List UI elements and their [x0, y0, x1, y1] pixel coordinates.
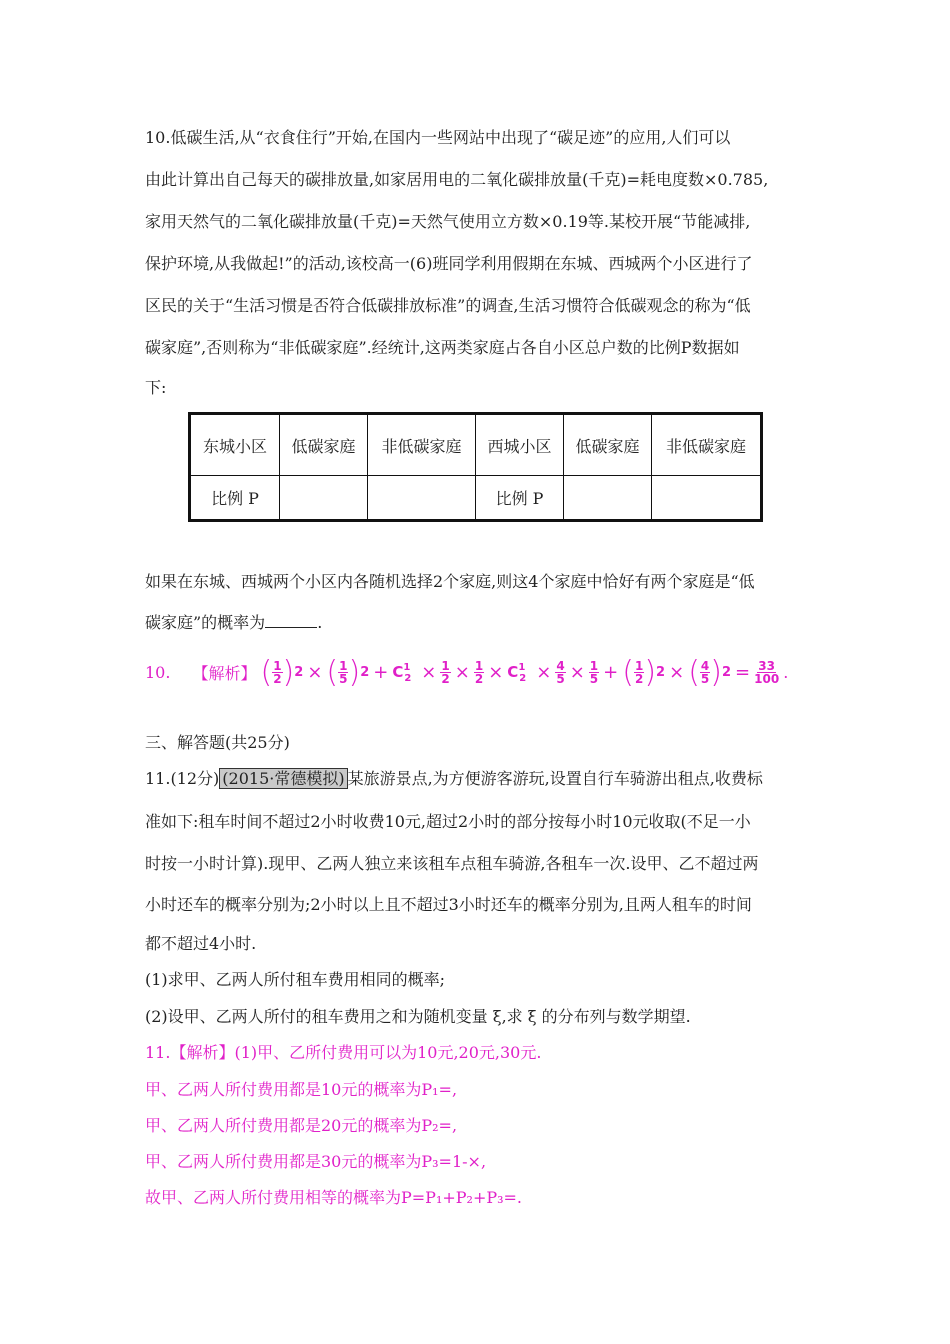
fraction: $\frac{4}{5}$: [556, 658, 565, 686]
q11-solution-4: 甲、乙两人所付费用都是30元的概率为P₃=1-×,: [145, 1152, 487, 1171]
proportion-table: [188, 412, 763, 522]
q11-solution-3: 甲、乙两人所付费用都是20元的概率为P₂=,: [145, 1116, 458, 1135]
q11-line-1: [145, 769, 763, 789]
q11-prefix: 11.(12分): [145, 769, 220, 788]
q11-line-2: 准如下:租车时间不超过2小时收费10元,超过2小时的部分按每小时10元收取(不足一小: [145, 812, 751, 831]
table-cell: 比例 P: [190, 476, 280, 521]
table-cell: 非低碳家庭: [652, 414, 762, 476]
table-header-row: [190, 414, 762, 476]
table-cell: 东城小区: [190, 414, 280, 476]
q10-line-6: 碳家庭”,否则称为“非低碳家庭”.经统计,这两类家庭占各自小区总户数的比例P数据如: [145, 338, 740, 357]
source-tag: (2015·常德模拟): [219, 768, 347, 789]
result-fraction: $\frac{33}{100}$: [754, 658, 780, 686]
q11-sub-2: (2)设甲、乙两人所付的租车费用之和为随机变量 ξ,求 ξ 的分布列与数学期望.: [145, 1007, 691, 1026]
q10-after-end: .: [317, 613, 323, 632]
q10-after-text: 碳家庭”的概率为: [145, 613, 266, 632]
fraction: $\frac{1}{5}$: [589, 658, 599, 686]
q10-line-3: 家用天然气的二氧化碳排放量(千克)=天然气使用立方数×0.19等.某校开展“节能减排,: [145, 212, 751, 231]
q10-solution-formula: 10. 【解析】 ( $\frac{1}{2}$ ) 2 × ( $\frac{1}{5}$ ) 2 + $C^1_2$ × $\frac{1}{2}$ × $\frac{1}{2}$ × $C^1_2$ × $\frac{4}{5}$ × $\frac{1}{5}$ + ( $\frac{1}{2}$ ) 2 × ( $\frac{4}{5}$ ) 2 = $\frac{33}{100}$ .: [145, 654, 789, 690]
q11-line-3: 时按一小时计算).现甲、乙两人独立来该租车点租车骑游,各租车一次.设甲、乙不超过两: [145, 854, 759, 873]
fraction: $\frac{1}{5}$: [339, 658, 348, 686]
fraction: $\frac{1}{2}$: [474, 658, 484, 686]
q11-solution-2: 甲、乙两人所付费用都是10元的概率为P₁=,: [145, 1080, 458, 1099]
q10-after-line-1: 如果在东城、西城两个小区内各随机选择2个家庭,则这4个家庭中恰好有两个家庭是“低: [145, 572, 755, 591]
table-cell: [280, 476, 368, 521]
table-cell: [652, 476, 762, 521]
section-heading: 三、解答题(共25分): [145, 733, 290, 752]
answer-blank: [265, 613, 317, 628]
table-cell: 非低碳家庭: [368, 414, 476, 476]
q11-first-rest: 某旅游景点,为方便游客游玩,设置自行车骑游出租点,收费标: [347, 769, 763, 788]
q10-line-2: 由此计算出自己每天的碳排放量,如家居用电的二氧化碳排放量(千克)=耗电度数×0.785,: [145, 170, 769, 189]
table-cell: 西城小区: [476, 414, 564, 476]
table-cell: 低碳家庭: [280, 414, 368, 476]
solution-number: 10.: [145, 662, 171, 682]
fraction: $\frac{1}{2}$: [441, 658, 450, 686]
fraction: $\frac{1}{2}$: [273, 658, 282, 686]
q10-line-4: 保护环境,从我做起!”的活动,该校高一(6)班同学利用假期在东城、西城两个小区进行了: [145, 254, 753, 273]
q11-line-5: 都不超过4小时.: [145, 934, 257, 953]
q10-line-1: 10.低碳生活,从“衣食住行”开始,在国内一些网站中出现了“碳足迹”的应用,人们可以: [145, 128, 731, 147]
q10-line-7: 下:: [145, 378, 167, 397]
table-cell: 低碳家庭: [564, 414, 652, 476]
combination: $C^1_2$: [392, 662, 412, 684]
q11-line-4: 小时还车的概率分别为;2小时以上且不超过3小时还车的概率分别为,且两人租车的时间: [145, 895, 752, 914]
solution-tag: 【解析】: [192, 663, 257, 683]
table-cell: [368, 476, 476, 521]
q10-after-line-2: [145, 613, 322, 633]
fraction: $\frac{1}{2}$: [634, 658, 644, 686]
fraction: $\frac{4}{5}$: [700, 658, 710, 686]
q11-sub-1: (1)求甲、乙两人所付租车费用相同的概率;: [145, 970, 446, 989]
table-cell: 比例 P: [476, 476, 564, 521]
q10-line-5: 区民的关于“生活习惯是否符合低碳排放标准”的调查,生活习惯符合低碳观念的称为“低: [145, 296, 751, 315]
q11-solution-5: 故甲、乙两人所付费用相等的概率为P=P₁+P₂+P₃=.: [145, 1188, 523, 1207]
table-row: [190, 476, 762, 521]
q11-solution-1: 11.【解析】(1)甲、乙所付费用可以为10元,20元,30元.: [145, 1043, 542, 1062]
combination: $C^1_2$: [507, 662, 527, 684]
table-cell: [564, 476, 652, 521]
